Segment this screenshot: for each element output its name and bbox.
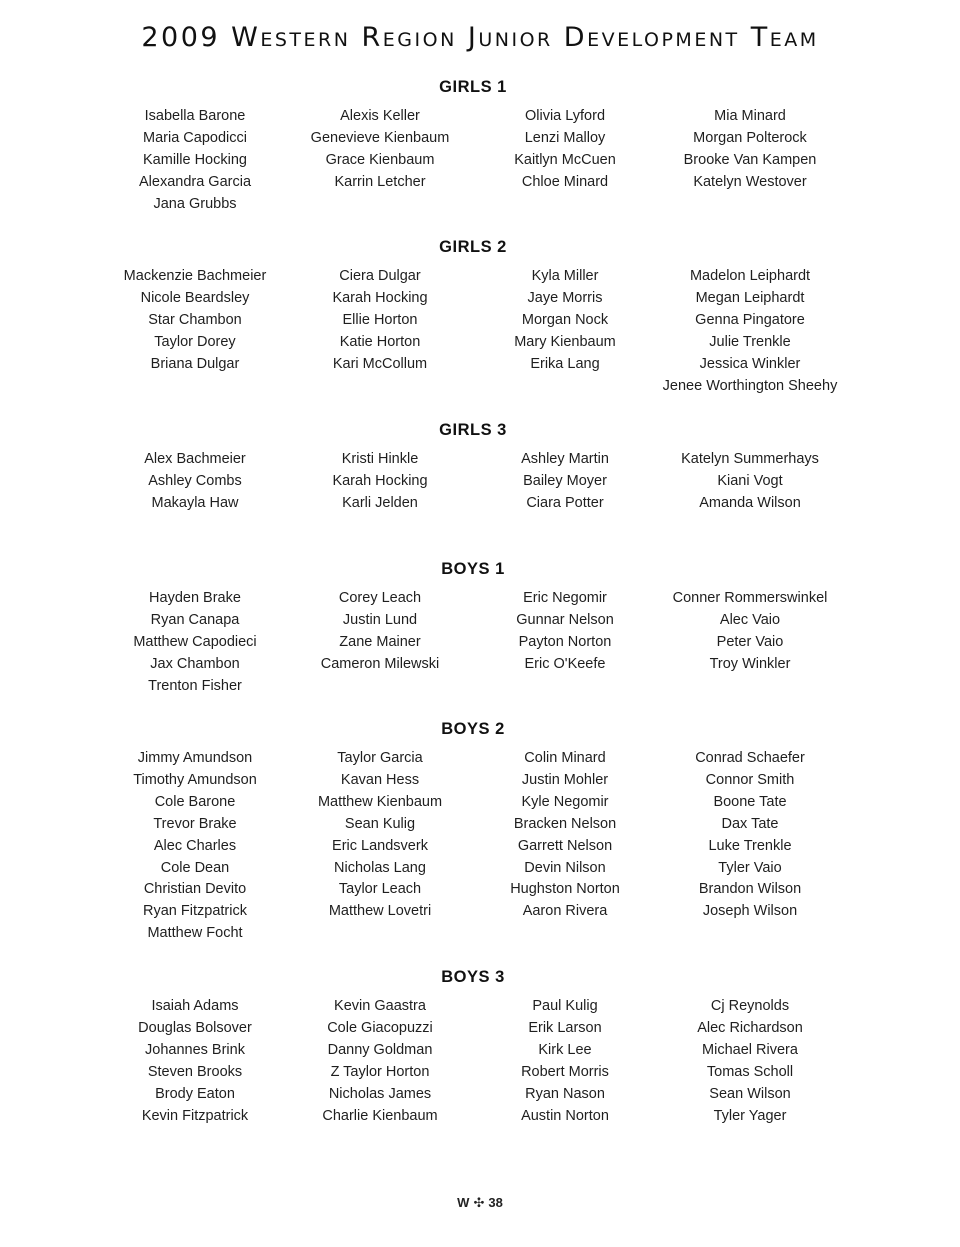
athlete-name: Kyla Miller	[531, 268, 599, 284]
athlete-name: Brooke Van Kampen	[683, 151, 817, 168]
athlete-name: Cole Dean	[160, 859, 230, 876]
athlete-name: Jaye Morris	[527, 289, 603, 306]
athlete-name: Kiani Vogt	[717, 472, 783, 489]
athlete-name: Matthew Lovetri	[328, 903, 432, 920]
athlete-name: Trenton Fisher	[148, 677, 242, 694]
athlete-name: Katie Horton	[339, 333, 421, 350]
athlete-name: Cole Giacopuzzi	[327, 1019, 433, 1036]
athlete-name: Zane Mainer	[339, 633, 421, 650]
athlete-name: Olivia Lyford	[524, 108, 606, 124]
athlete-name: Ciara Potter	[526, 494, 604, 511]
athlete-name: Austin Norton	[521, 1107, 609, 1124]
athlete-name: Tomas Scholl	[706, 1063, 794, 1080]
athlete-name: Joseph Wilson	[702, 903, 798, 920]
athlete-name: Danny Goldman	[327, 1041, 433, 1058]
athlete-name: Paul Kulig	[532, 998, 598, 1014]
athlete-name: Johannes Brink	[145, 1041, 245, 1058]
athlete-name: Grace Kienbaum	[325, 151, 435, 168]
athlete-name: Mia Minard	[714, 108, 786, 124]
athlete-name: Hughston Norton	[510, 881, 620, 898]
athlete-name: Isaiah Adams	[151, 998, 239, 1014]
section-heading: BOYS 2	[441, 720, 505, 738]
athlete-name: Corey Leach	[338, 590, 422, 606]
footer-ornament-icon: ✣	[473, 1195, 485, 1210]
athlete-name: Eric Landsverk	[332, 837, 428, 854]
athlete-name: Kavan Hess	[340, 771, 420, 788]
athlete-name: Dax Tate	[721, 815, 779, 832]
athlete-name: Charlie Kienbaum	[322, 1107, 438, 1124]
athlete-name: Julie Trenkle	[709, 333, 791, 350]
athlete-name: Aaron Rivera	[522, 903, 608, 920]
athlete-name: Robert Morris	[521, 1063, 609, 1080]
athlete-name: Cameron Milewski	[320, 655, 440, 672]
athlete-name: Sean Wilson	[709, 1085, 791, 1102]
athlete-name: Karli Jelden	[342, 494, 418, 511]
athlete-name: Matthew Capodieci	[133, 633, 257, 650]
athlete-name: Karah Hocking	[332, 472, 428, 489]
page-footer	[0, 1195, 960, 1211]
athlete-name: Colin Minard	[524, 750, 606, 766]
athlete-name: Megan Leiphardt	[695, 289, 805, 306]
athlete-name: Chloe Minard	[521, 173, 609, 190]
athlete-name: Payton Norton	[518, 633, 612, 650]
athlete-name: Brandon Wilson	[698, 881, 802, 898]
athlete-name: Kevin Fitzpatrick	[141, 1107, 249, 1124]
athlete-name: Christian Devito	[143, 881, 247, 898]
athlete-name: Star Chambon	[148, 311, 242, 328]
section-heading: GIRLS 1	[439, 78, 507, 96]
athlete-name: Ciera Dulgar	[339, 268, 421, 284]
athlete-name: Conner Rommerswinkel	[672, 590, 828, 606]
athlete-name: Ellie Horton	[342, 311, 418, 328]
athlete-name: Garrett Nelson	[517, 837, 613, 854]
athlete-name: Justin Mohler	[521, 771, 609, 788]
athlete-name: Nicholas Lang	[334, 859, 426, 876]
section-heading: BOYS 3	[441, 968, 505, 986]
athlete-name: Kevin Gaastra	[334, 998, 426, 1014]
athlete-name: Hayden Brake	[149, 590, 241, 606]
athlete-name: Isabella Barone	[144, 108, 246, 124]
athlete-name: Sean Kulig	[344, 815, 416, 832]
athlete-name: Alec Charles	[153, 837, 237, 854]
page-title: 2009 Western Region Junior Development Team	[141, 22, 819, 53]
athlete-name: Kari McCollum	[332, 355, 428, 372]
athlete-name: Mary Kienbaum	[514, 333, 616, 350]
athlete-name: Justin Lund	[342, 611, 418, 628]
athlete-name: Amanda Wilson	[699, 494, 801, 511]
name-column	[635, 996, 865, 1127]
athlete-name: Bracken Nelson	[513, 815, 617, 832]
athlete-name: Ryan Nason	[525, 1085, 605, 1102]
name-column	[635, 106, 865, 194]
athlete-name: Kirk Lee	[538, 1041, 592, 1058]
athlete-name: Taylor Leach	[338, 881, 422, 898]
athlete-name: Erika Lang	[530, 355, 600, 372]
name-column	[635, 266, 865, 397]
athlete-name: Lenzi Malloy	[524, 129, 606, 146]
athlete-name: Mackenzie Bachmeier	[123, 268, 267, 284]
name-column	[635, 748, 865, 923]
athlete-name: Ashley Combs	[148, 472, 242, 489]
athlete-name: Trevor Brake	[153, 815, 237, 832]
athlete-name: Conrad Schaefer	[695, 750, 805, 766]
athlete-name: Kaitlyn McCuen	[514, 151, 616, 168]
athlete-name: Devin Nilson	[524, 859, 606, 876]
athlete-name: Ashley Martin	[521, 451, 609, 467]
athlete-name: Makayla Haw	[151, 494, 239, 511]
athlete-name: Ryan Canapa	[150, 611, 240, 628]
athlete-name: Briana Dulgar	[150, 355, 240, 372]
name-column	[635, 588, 865, 676]
athlete-name: Eric O'Keefe	[524, 655, 606, 672]
athlete-name: Luke Trenkle	[708, 837, 792, 854]
athlete-name: Morgan Polterock	[693, 129, 807, 146]
section-heading: BOYS 1	[441, 560, 505, 578]
athlete-name: Genna Pingatore	[695, 311, 805, 328]
athlete-name: Tyler Yager	[713, 1107, 787, 1124]
athlete-name: Kyle Negomir	[521, 793, 609, 810]
athlete-name: Katelyn Summerhays	[681, 451, 819, 467]
athlete-name: Eric Negomir	[523, 590, 607, 606]
athlete-name: Gunnar Nelson	[516, 611, 614, 628]
athlete-name: Jana Grubbs	[153, 195, 237, 212]
athlete-name: Nicholas James	[328, 1085, 432, 1102]
page-number: 38	[488, 1195, 503, 1210]
athlete-name: Alec Vaio	[719, 611, 781, 628]
athlete-name: Troy Winkler	[709, 655, 791, 672]
athlete-name: Michael Rivera	[702, 1041, 798, 1058]
athlete-name: Connor Smith	[705, 771, 795, 788]
name-column	[635, 449, 865, 515]
athlete-name: Boone Tate	[713, 793, 787, 810]
athlete-name: Brody Eaton	[155, 1085, 235, 1102]
athlete-name: Alec Richardson	[697, 1019, 803, 1036]
athlete-name: Karah Hocking	[332, 289, 428, 306]
athlete-name: Douglas Bolsover	[138, 1019, 252, 1036]
athlete-name: Kristi Hinkle	[341, 451, 419, 467]
athlete-name: Tyler Vaio	[718, 859, 782, 876]
athlete-name: Matthew Focht	[147, 925, 243, 942]
athlete-name: Timothy Amundson	[133, 771, 257, 788]
athlete-name: Z Taylor Horton	[330, 1063, 430, 1080]
athlete-name: Jimmy Amundson	[137, 750, 253, 766]
athlete-name: Taylor Garcia	[337, 750, 423, 766]
athlete-name: Erik Larson	[528, 1019, 602, 1036]
athlete-name: Ryan Fitzpatrick	[143, 903, 247, 920]
athlete-name: Jax Chambon	[150, 655, 240, 672]
athlete-name: Alex Bachmeier	[144, 451, 246, 467]
athlete-name: Matthew Kienbaum	[317, 793, 443, 810]
athlete-name: Alexandra Garcia	[138, 173, 252, 190]
athlete-name: Morgan Nock	[521, 311, 609, 328]
athlete-name: Maria Capodicci	[143, 129, 247, 146]
athlete-name: Kamille Hocking	[143, 151, 247, 168]
athlete-name: Alexis Keller	[340, 108, 420, 124]
athlete-name: Steven Brooks	[147, 1063, 243, 1080]
athlete-name: Jessica Winkler	[699, 355, 801, 372]
athlete-name: Cj Reynolds	[710, 998, 790, 1014]
athlete-name: Nicole Beardsley	[140, 289, 250, 306]
athlete-name: Bailey Moyer	[523, 472, 607, 489]
athlete-name: Jenee Worthington Sheehy	[662, 377, 838, 394]
athlete-name: Madelon Leiphardt	[689, 268, 811, 284]
athlete-name: Peter Vaio	[716, 633, 784, 650]
footer-prefix: W	[457, 1195, 470, 1210]
athlete-name: Karrin Letcher	[334, 173, 426, 190]
section-heading: GIRLS 3	[439, 421, 507, 439]
athlete-name: Katelyn Westover	[693, 173, 807, 190]
athlete-name: Cole Barone	[154, 793, 236, 810]
section-heading: GIRLS 2	[439, 238, 507, 256]
athlete-name: Genevieve Kienbaum	[310, 129, 450, 146]
athlete-name: Taylor Dorey	[154, 333, 236, 350]
